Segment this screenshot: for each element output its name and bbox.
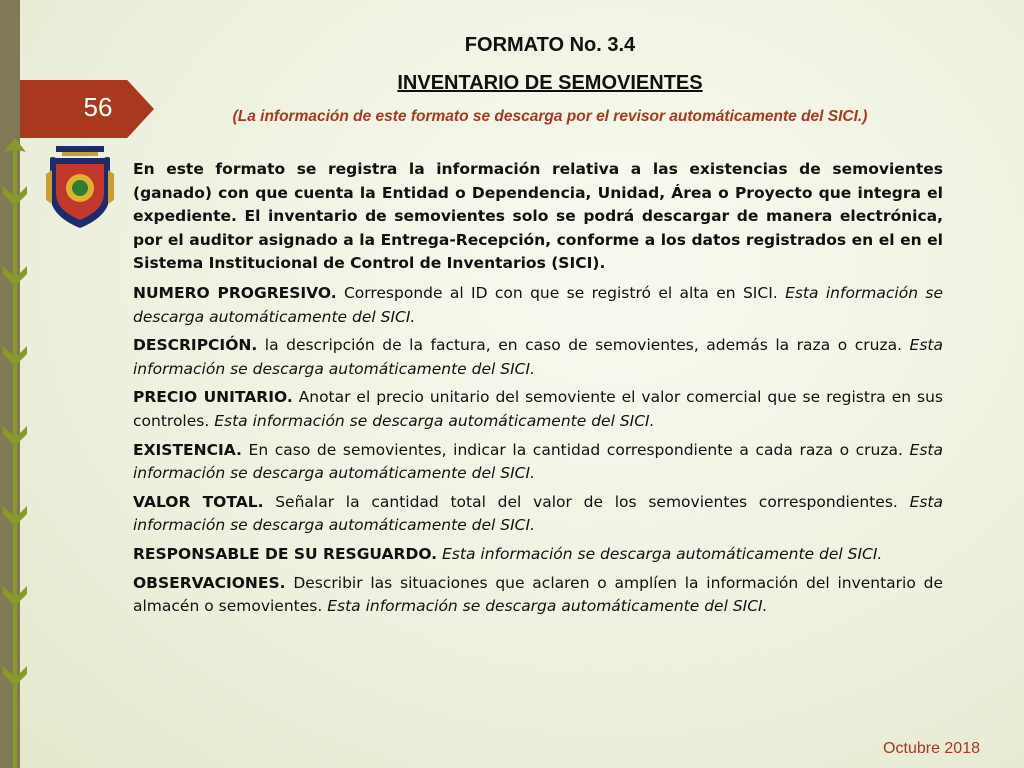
- field-note: Esta información se descarga automáticamente del SICI.: [133, 283, 943, 326]
- field-responsable: [133, 543, 943, 567]
- field-observaciones: [133, 572, 943, 619]
- field-note: Esta información se descarga automáticamente del SICI.: [133, 336, 943, 378]
- coat-of-arms-icon: [42, 144, 118, 230]
- slide-title: FORMATO No. 3.4: [464, 34, 636, 56]
- footer-date: Octubre 2018: [883, 740, 980, 757]
- field-note: Esta información se descarga automáticamente del SICI.: [214, 411, 655, 430]
- slide-body: [133, 158, 943, 624]
- field-note: Esta información se descarga automáticamente del SICI.: [133, 492, 944, 535]
- slide-subtitle: INVENTARIO DE SEMOVIENTES: [397, 72, 703, 94]
- page-number: 56: [83, 92, 113, 122]
- field-numero-progresivo: [133, 282, 943, 329]
- field-note: Esta información se descarga automáticamente del SICI.: [442, 544, 883, 563]
- field-text: Describir las situaciones que aclaren o amplíen la información del inventario de almacén o semovientes.: [133, 573, 943, 616]
- intro-paragraph: En este formato se registra la información relativa a las existencias de semovientes (ganado) con que cuenta la Entidad o Dependencia, Unidad, Área o Proyecto que integra el expediente. El inventario de semovientes solo se podrá descargar de manera electrónica, por el auditor asignado a la Entrega-Recepción, conforme a los datos registrados en el en el Sistema Institucional de Control de Inventarios (SICI).: [133, 160, 943, 273]
- field-term: NUMERO PROGRESIVO.: [133, 283, 337, 302]
- field-descripcion: [133, 334, 943, 381]
- field-text: Señalar la cantidad total del valor de los semovientes correspondientes.: [263, 492, 910, 511]
- field-term: RESPONSABLE DE SU RESGUARDO.: [133, 544, 438, 563]
- field-term: DESCRIPCIÓN.: [133, 336, 258, 355]
- field-text: En caso de semovientes, indicar la cantidad correspondiente a cada raza o cruza.: [241, 440, 910, 459]
- field-text: la descripción de la factura, en caso de semovientes, además la raza o cruza.: [257, 336, 910, 355]
- field-existencia: [133, 439, 943, 486]
- field-term: OBSERVACIONES.: [133, 573, 286, 592]
- field-note: Esta información se descarga automáticamente del SICI.: [133, 440, 943, 483]
- field-term: EXISTENCIA.: [133, 440, 242, 459]
- field-precio-unitario: [133, 386, 943, 433]
- field-term: VALOR TOTAL.: [133, 492, 264, 511]
- field-note: Esta información se descarga automáticamente del SICI.: [327, 597, 768, 616]
- download-note: (La información de este formato se descarga por el revisor automáticamente del SICI.): [232, 108, 868, 125]
- field-term: PRECIO UNITARIO.: [133, 388, 293, 407]
- field-text: Corresponde al ID con que se registró el alta en SICI.: [336, 283, 786, 302]
- field-text: Anotar el precio unitario del semoviente el valor comercial que se registra en sus controles.: [133, 388, 943, 430]
- arrow-stack-icon: [0, 138, 30, 768]
- field-valor-total: [133, 491, 943, 538]
